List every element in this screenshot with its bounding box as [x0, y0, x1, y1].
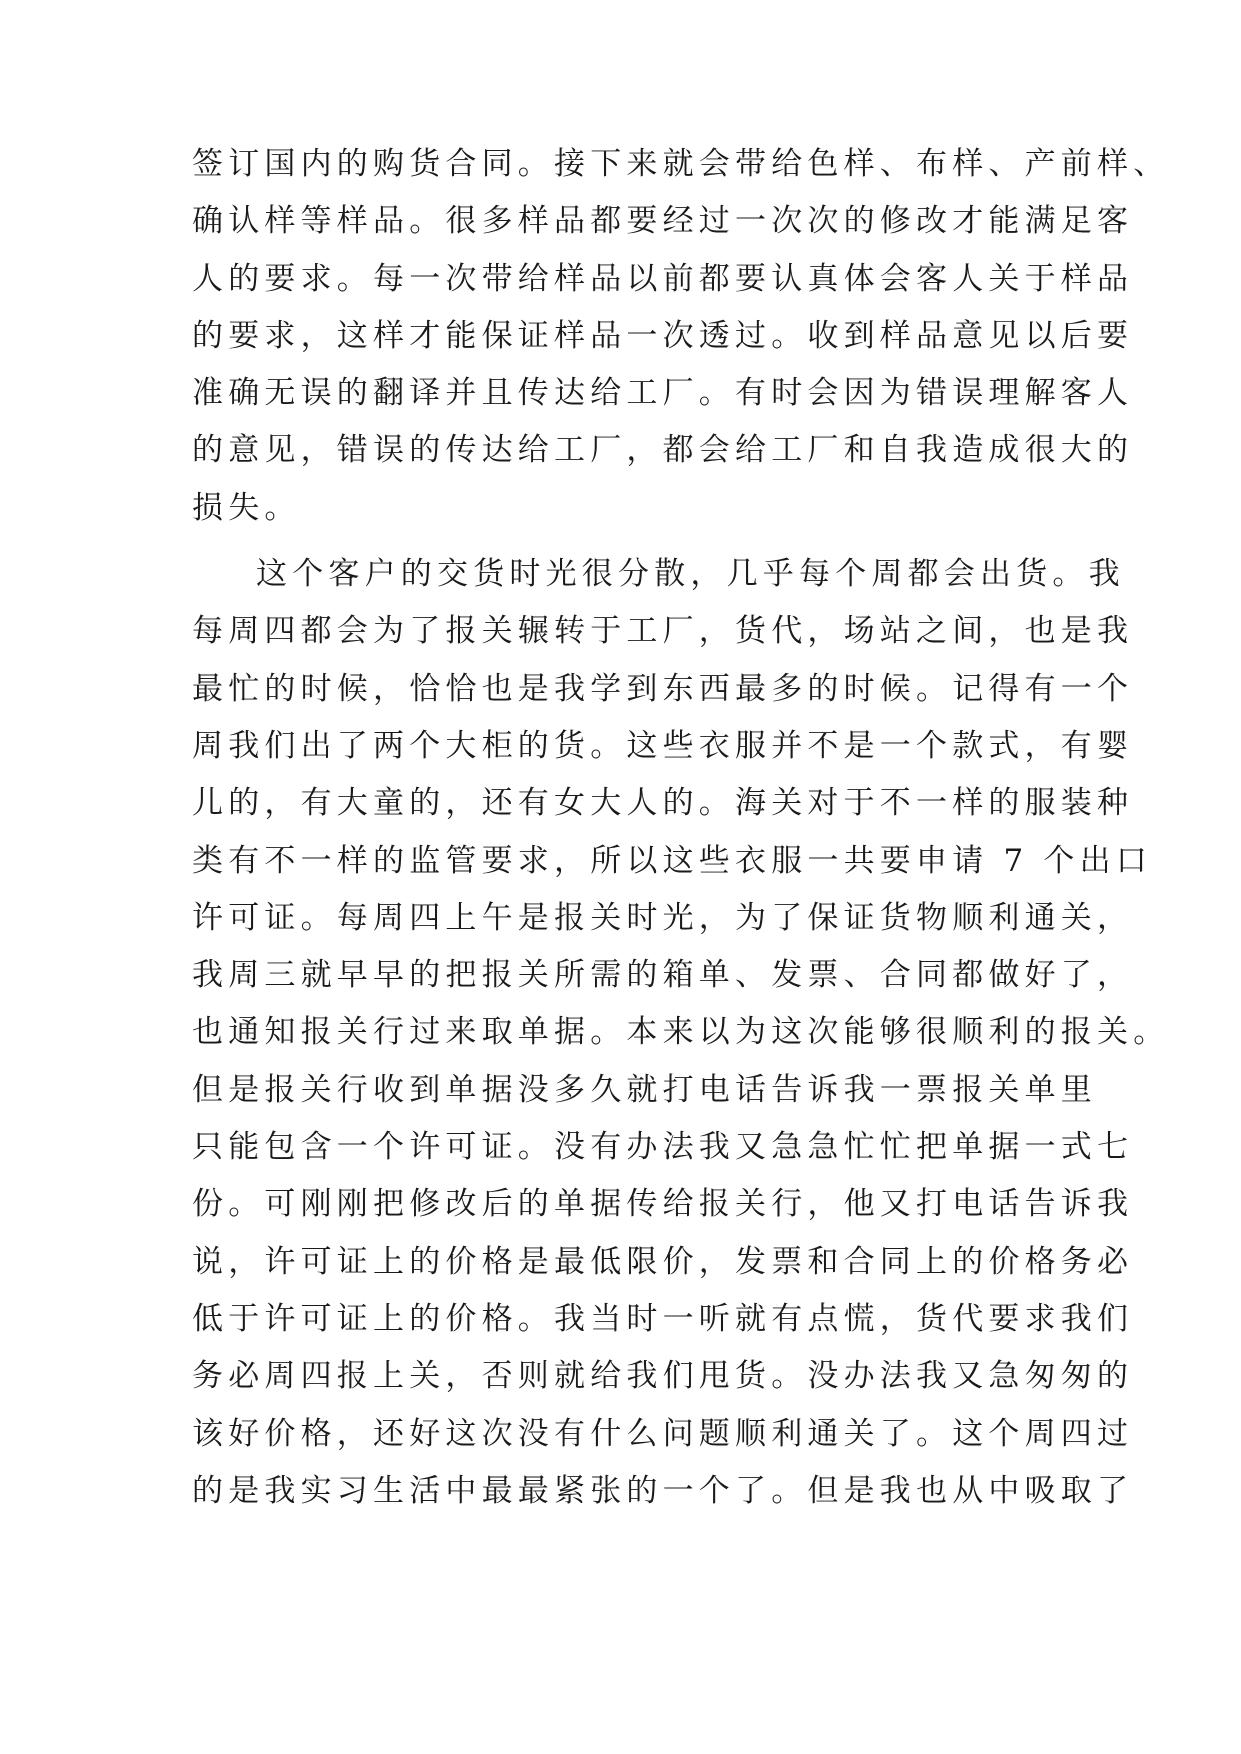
- text-line: 说，许可证上的价格是最低限价，发票和合同上的价格务必: [192, 1243, 1134, 1280]
- paragraph-2: [192, 546, 1170, 1520]
- paragraph-spacer: [192, 537, 1072, 546]
- text-line: 我周三就早早的把报关所需的箱单、发票、合同都做好了，: [192, 957, 1134, 994]
- text-line: 但是报关行收到单据没多久就打电话告诉我一票报关单里: [192, 1071, 1097, 1108]
- text-line: 低于许可证上的价格。我当时一听就有点慌，货代要求我们: [192, 1300, 1134, 1337]
- text-line: 许可证。每周四上午是报关时光，为了保证货物顺利通关，: [192, 899, 1134, 936]
- text-line: 儿的，有大童的，还有女大人的。海关对于不一样的服装种: [192, 785, 1134, 822]
- text-line: 类有不一样的监管要求，所以这些衣服一共要申请 7 个出口: [192, 842, 1153, 879]
- text-line: 每周四都会为了报关辗转于工厂，货代，场站之间，也是我: [192, 613, 1134, 650]
- text-line: 最忙的时候，恰恰也是我学到东西最多的时候。记得有一个: [192, 670, 1134, 707]
- text-line: 周我们出了两个大柜的货。这些衣服并不是一个款式，有婴: [192, 727, 1134, 764]
- text-line: 该好价格，还好这次没有什么问题顺利通关了。这个周四过: [192, 1415, 1134, 1452]
- text-line: 人的要求。每一次带给样品以前都要认真体会客人关于样品: [192, 260, 1134, 297]
- text-line: 准确无误的翻译并且传达给工厂。有时会因为错误理解客人: [192, 375, 1134, 412]
- text-line-indented: 这个客户的交货时光很分散，几乎每个周都会出货。我: [256, 556, 1125, 593]
- text-line: 只能包含一个许可证。没有办法我又急急忙忙把单据一式七: [192, 1129, 1134, 1166]
- text-line: 损失。: [192, 489, 301, 526]
- text-line: 份。可刚刚把修改后的单据传给报关行，他又打电话告诉我: [192, 1186, 1134, 1223]
- text-line: 确认样等样品。很多样品都要经过一次次的修改才能满足客: [192, 203, 1134, 240]
- text-line: 的意见，错误的传达给工厂，都会给工厂和自我造成很大的: [192, 432, 1134, 469]
- text-line: 的要求，这样才能保证样品一次透过。收到样品意见以后要: [192, 317, 1134, 354]
- paragraph-1: [192, 136, 1170, 537]
- text-line: 也通知报关行过来取单据。本来以为这次能够很顺利的报关。: [192, 1014, 1170, 1051]
- body-text: [192, 136, 1170, 1520]
- text-line: 务必周四报上关，否则就给我们甩货。没办法我又急匆匆的: [192, 1358, 1134, 1395]
- text-line: 签订国内的购货合同。接下来就会带给色样、布样、产前样、: [192, 146, 1170, 182]
- text-line: 的是我实习生活中最最紧张的一个了。但是我也从中吸取了: [192, 1472, 1134, 1509]
